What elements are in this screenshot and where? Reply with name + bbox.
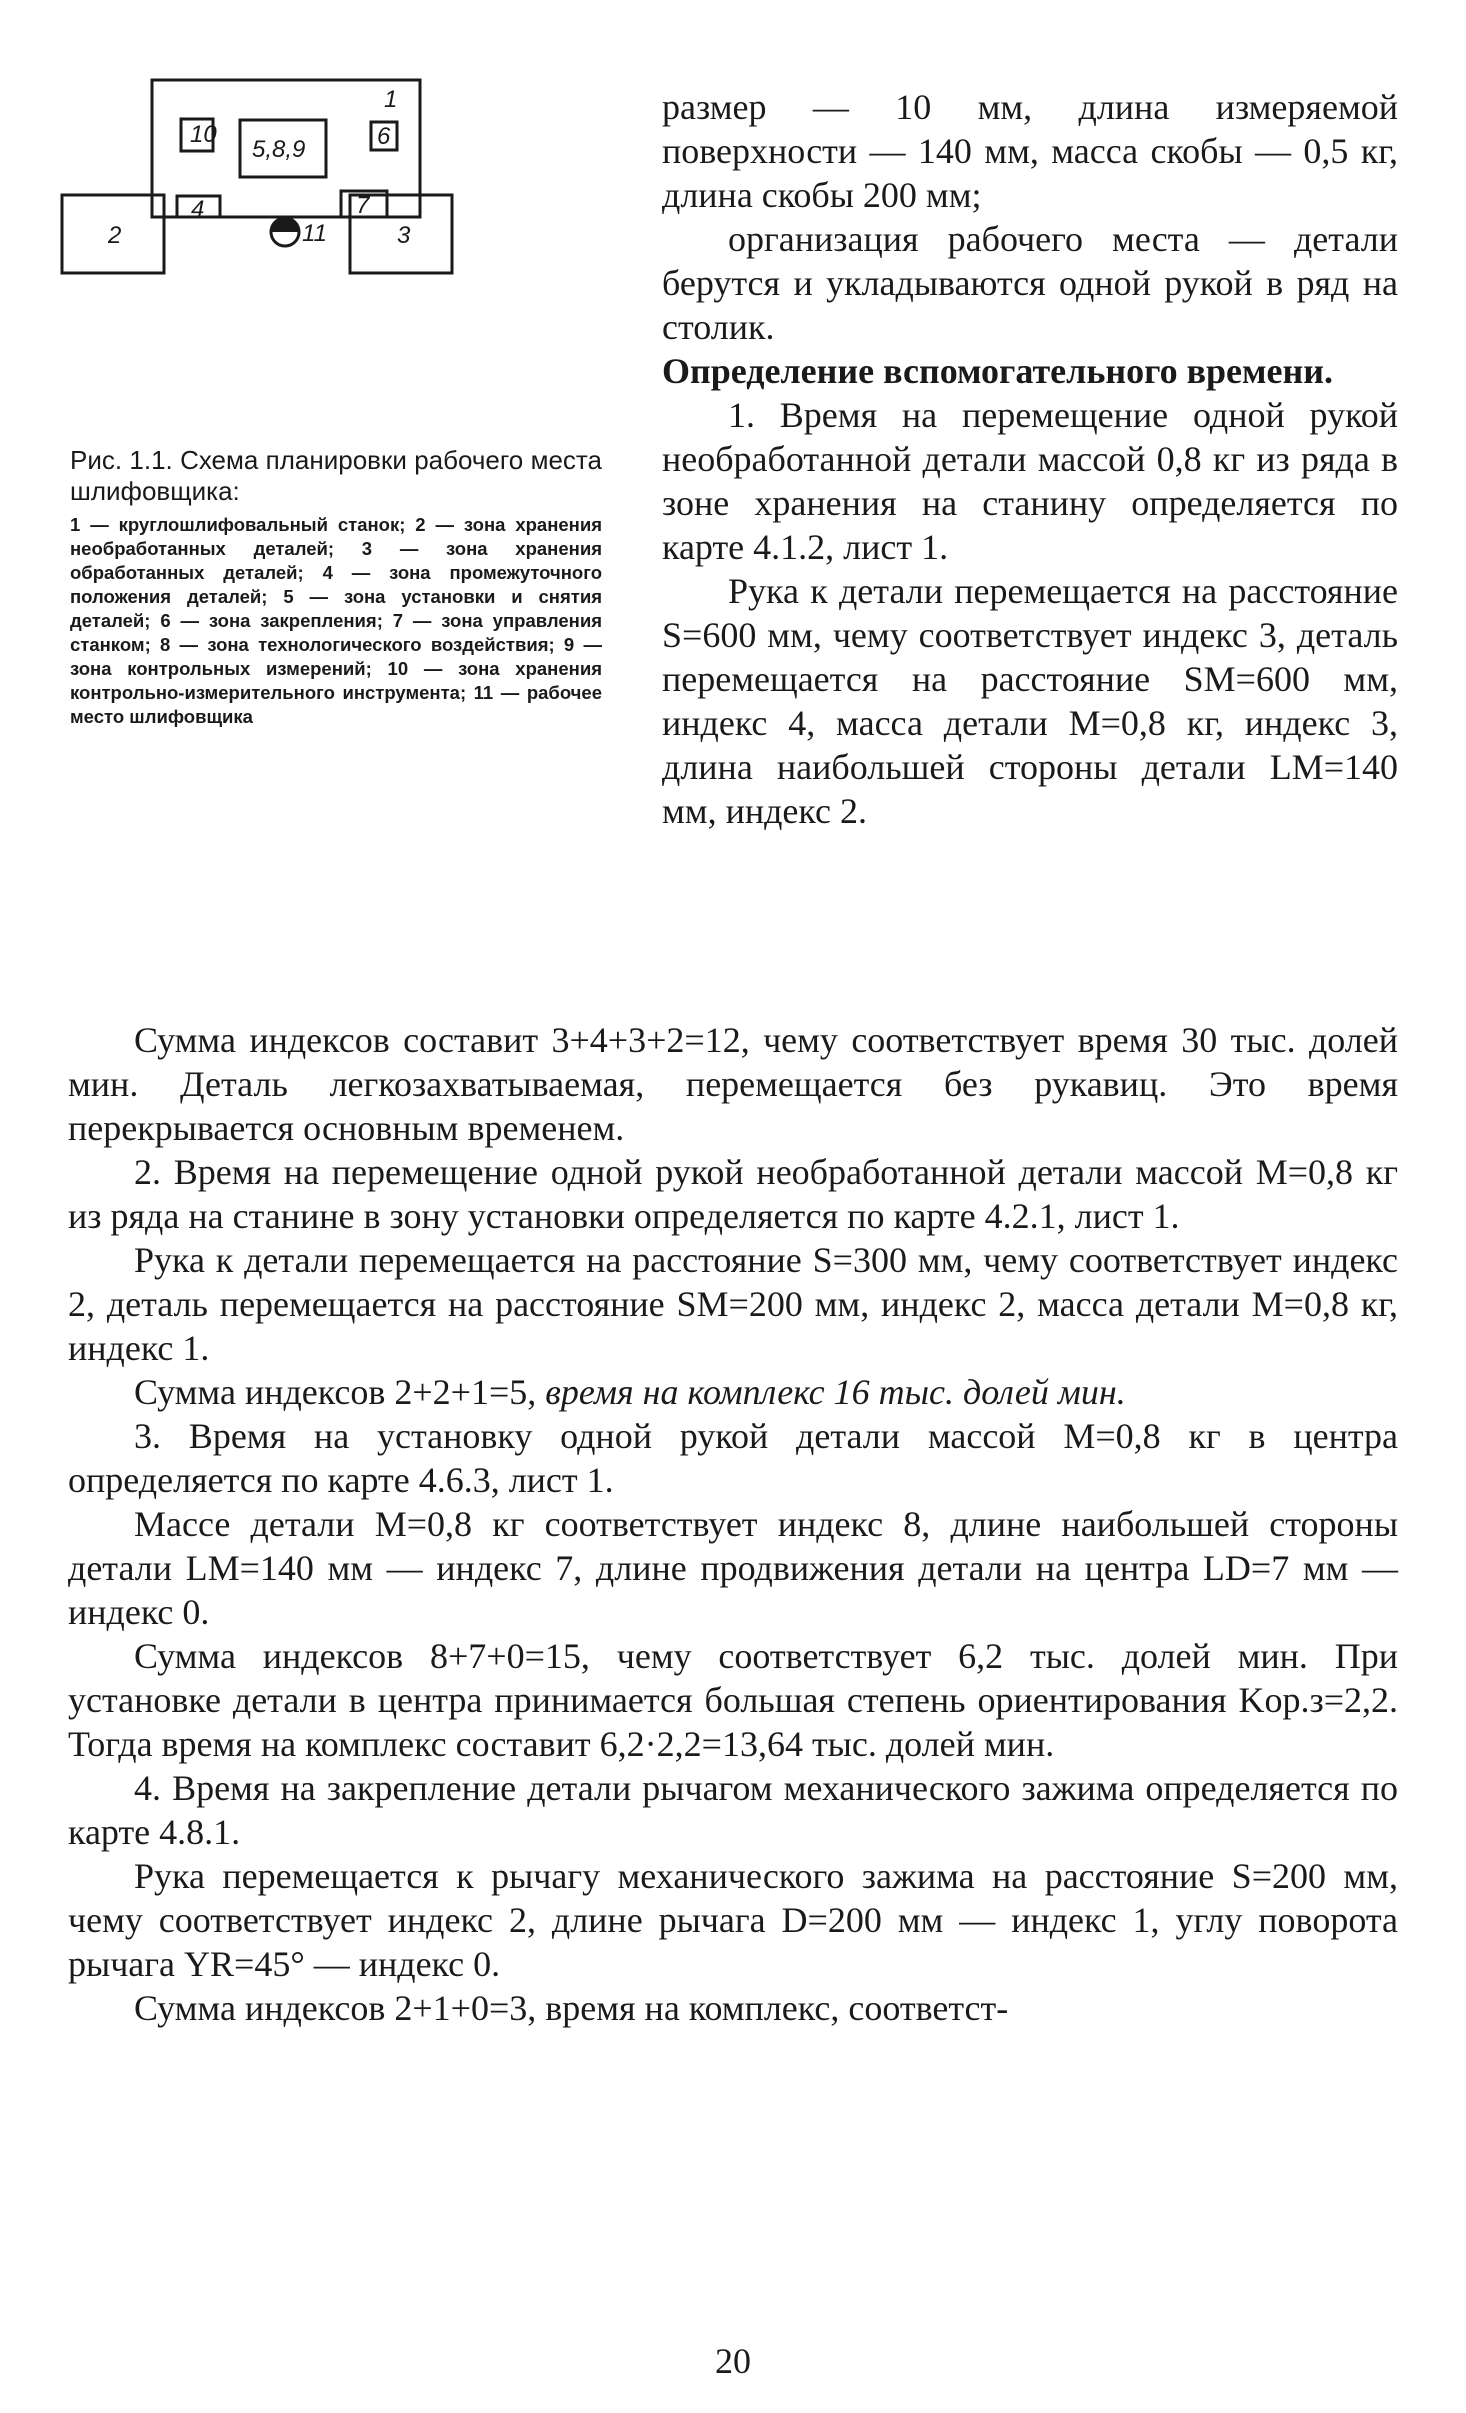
paragraph: Сумма индексов 2+1+0=3, время на комплекс, соответст- (134, 1988, 1009, 2028)
label-done: 3 (397, 222, 411, 249)
section-heading: Определение вспомогательного времени. (662, 351, 1333, 391)
label-clamp: 6 (377, 123, 391, 150)
label-work: 5,8,9 (252, 136, 306, 163)
workplace-layout-figure (60, 75, 620, 395)
workplace-layout-diagram (60, 75, 620, 395)
caption-legend: 1 — круглошлифовальный станок; 2 — зона хранения необработанных деталей; 3 — зона хранения обработанных деталей; 4 — зона промежуточного положения деталей; 5 — зона установки и снятия деталей; 6 — зона закрепления; 7 — зона управления станком; 8 — зона технологического воздействия; 9 — зона контрольных измерений; 10 — зона хранения контрольно-измерительного инструмента; 11 — рабочее место шлифовщика (70, 514, 602, 727)
paragraph: Рука к детали перемещается на расстояние S=600 мм, чему соответствует индекс 3, деталь перемещается на расстояние SM=600 мм, индекс 4, масса детали M=0,8 кг, индекс 3, длина наибольшей стороны детали LM=140 мм, индекс 2. (662, 571, 1398, 831)
paragraph: 3. Время на установку одной рукой детали массой M=0,8 кг в центра определяется по карте 4.6.3, лист 1. (68, 1416, 1398, 1500)
label-intermediate: 4 (191, 196, 205, 223)
paragraph: организация рабочего места — детали берутся и укладываются одной рукой в ряд на столик. (662, 219, 1398, 347)
paragraph: размер — 10 мм, длина измеряемой поверхности — 140 мм, масса скобы — 0,5 кг, длина скобы 200 мм; (662, 87, 1398, 215)
label-raw: 2 (108, 222, 122, 249)
caption-title: Рис. 1.1. Схема планировки рабочего места шлифовщика: (70, 445, 602, 506)
label-worker: 11 (302, 220, 327, 247)
main-text (68, 1018, 1398, 2030)
paragraph: Рука перемещается к рычагу механического зажима на расстояние S=200 мм, чему соответствует индекс 2, длине рычага D=200 мм — индекс 1, углу поворота рычага YR=45° — индекс 0. (68, 1856, 1398, 1984)
paragraph-part: Сумма индексов 2+2+1=5, (134, 1372, 546, 1412)
label-machine: 1 (384, 86, 398, 113)
paragraph: Сумма индексов составит 3+4+3+2=12, чему соответствует время 30 тыс. долей мин. Деталь легкозахватываемая, перемещается без рукавиц. Это время перекрывается основным временем. (68, 1020, 1398, 1148)
figure-caption (70, 445, 602, 729)
paragraph: 4. Время на закрепление детали рычагом механического зажима определяется по карте 4.8.1. (68, 1768, 1398, 1852)
worker-marker-icon (271, 218, 299, 246)
right-column-text (662, 85, 1398, 833)
paragraph (68, 1370, 1398, 1414)
paragraph: Сумма индексов 8+7+0=15, чему соответствует 6,2 тыс. долей мин. При установке детали в центра принимается большая степень ориентирования Kор.з=2,2. Тогда время на комплекс составит 6,2·2,2=13,64 тыс. долей мин. (68, 1636, 1398, 1764)
paragraph: Массе детали M=0,8 кг соответствует индекс 8, длине наибольшей стороны детали LM=140 мм — индекс 7, длине продвижения детали на центра LD=7 мм — индекс 0. (68, 1504, 1398, 1632)
paragraph: 1. Время на перемещение одной рукой необработанной детали массой 0,8 кг из ряда в зоне хранения на станину определяется по карте 4.1.2, лист 1. (662, 395, 1398, 567)
paragraph: Рука к детали перемещается на расстояние S=300 мм, чему соответствует индекс 2, деталь перемещается на расстояние SM=200 мм, индекс 2, масса детали M=0,8 кг, индекс 1. (68, 1240, 1398, 1368)
label-control: 7 (356, 192, 370, 219)
label-tools: 10 (190, 121, 217, 148)
paragraph-italic-part: время на комплекс 16 тыс. долей мин. (545, 1372, 1126, 1412)
page-number: 20 (715, 2341, 751, 2381)
paragraph: 2. Время на перемещение одной рукой необработанной детали массой M=0,8 кг из ряда на станине в зону установки определяется по карте 4.2.1, лист 1. (68, 1152, 1398, 1236)
